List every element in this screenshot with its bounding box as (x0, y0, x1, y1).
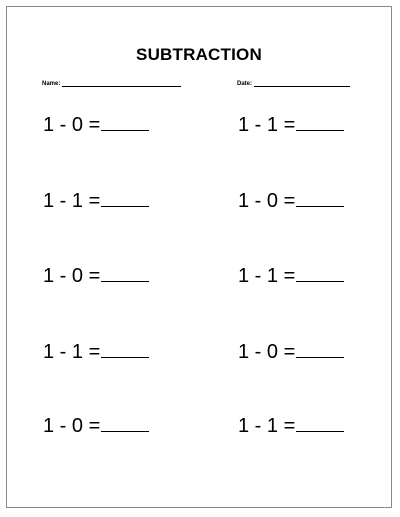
answer-blank[interactable] (296, 414, 344, 432)
problem-expression: 1 - 0 = (43, 265, 101, 287)
problem-1-left (43, 113, 149, 137)
problem-4-right (238, 340, 344, 364)
problem-expression: 1 - 0 = (43, 114, 101, 136)
worksheet-title: SUBTRACTION (136, 45, 262, 64)
problem-expression: 1 - 0 = (238, 190, 296, 212)
problem-3-left (43, 264, 149, 288)
name-field[interactable] (42, 79, 181, 87)
problem-5-right (238, 414, 344, 438)
problem-expression: 1 - 1 = (43, 190, 101, 212)
problem-expression: 1 - 0 = (238, 341, 296, 363)
date-label: Date: (237, 81, 253, 87)
answer-blank[interactable] (101, 340, 149, 358)
problem-2-right (238, 189, 344, 213)
name-blank-line[interactable] (62, 79, 181, 87)
problem-expression: 1 - 1 = (238, 114, 296, 136)
name-label: Name: (42, 81, 61, 87)
answer-blank[interactable] (101, 189, 149, 207)
problem-1-right (238, 113, 344, 137)
problem-expression: 1 - 1 = (43, 341, 101, 363)
problem-4-left (43, 340, 149, 364)
problem-expression: 1 - 0 = (43, 415, 101, 437)
problem-expression: 1 - 1 = (238, 415, 296, 437)
problem-5-left (43, 414, 149, 438)
problem-2-left (43, 189, 149, 213)
answer-blank[interactable] (101, 414, 149, 432)
answer-blank[interactable] (101, 264, 149, 282)
answer-blank[interactable] (296, 189, 344, 207)
date-blank-line[interactable] (254, 79, 350, 87)
answer-blank[interactable] (296, 113, 344, 131)
answer-blank[interactable] (296, 264, 344, 282)
answer-blank[interactable] (296, 340, 344, 358)
answer-blank[interactable] (101, 113, 149, 131)
worksheet-page (6, 6, 392, 508)
problem-expression: 1 - 1 = (238, 265, 296, 287)
problem-3-right (238, 264, 344, 288)
date-field[interactable] (237, 79, 350, 87)
